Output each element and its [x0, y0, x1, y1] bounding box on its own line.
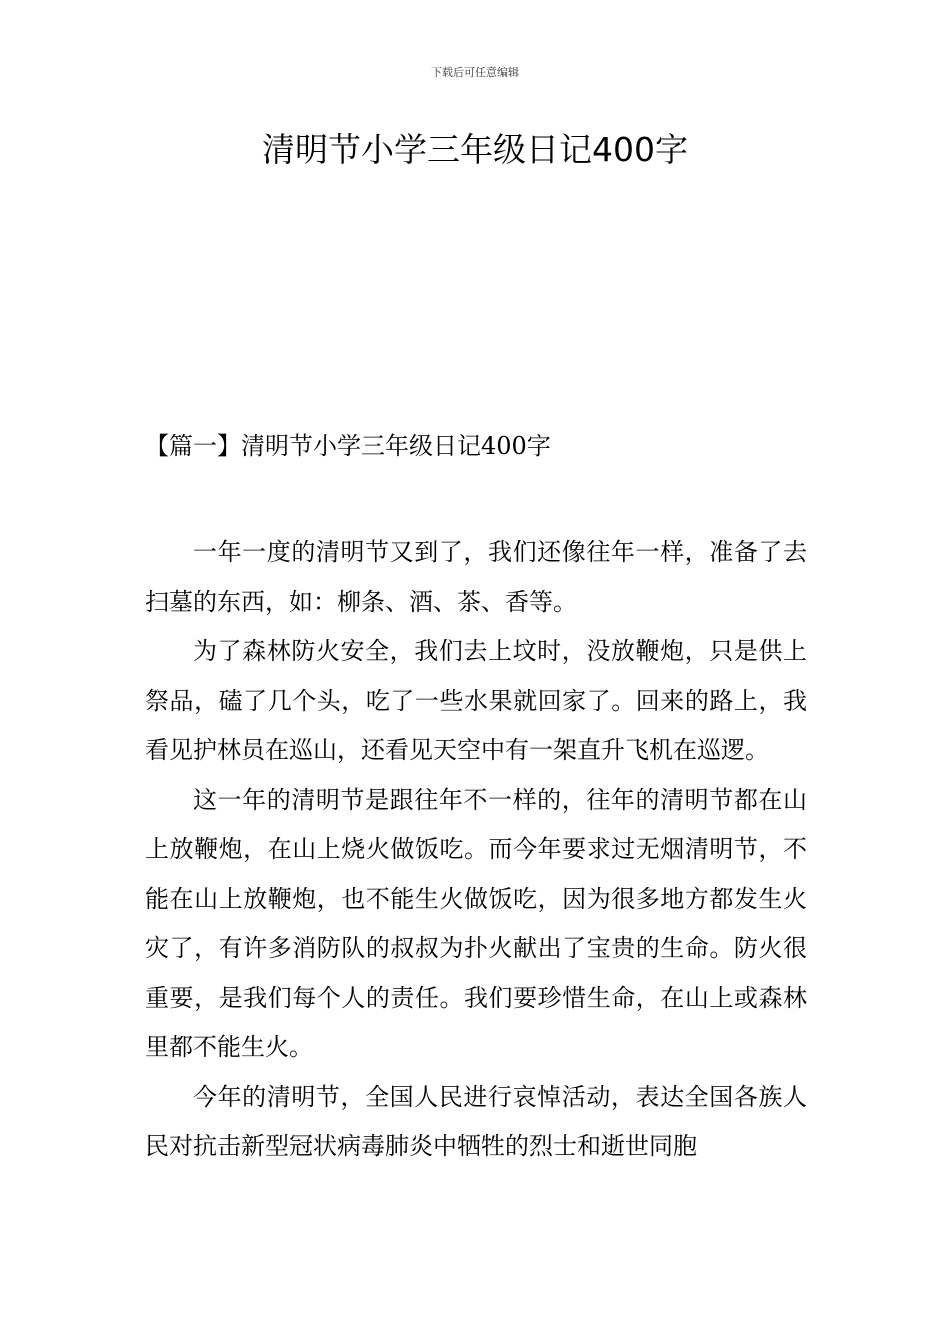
- paragraph-2: 为了森林防火安全，我们去上坟时，没放鞭炮，只是供上祭品，磕了几个头，吃了一些水果就回家了。回来的路上，我看见护林员在巡山，还看见天空中有一架直升飞机在巡逻。: [145, 637, 807, 764]
- document-body: [145, 528, 807, 1172]
- section-heading: 【篇一】清明节小学三年级日记400字: [145, 432, 551, 460]
- paragraph-1: 一年一度的清明节又到了，我们还像往年一样，准备了去扫墓的东西，如：柳条、酒、茶、香等。: [145, 538, 807, 616]
- header-note: 下载后可任意编辑: [431, 66, 519, 79]
- document-title: 清明节小学三年级日记400字: [262, 130, 688, 169]
- paragraph-4: 今年的清明节，全国人民进行哀悼活动，表达全国各族人民对抗击新型冠状病毒肺炎中牺牲的烈士和逝世同胞: [145, 1082, 807, 1160]
- paragraph-3: 这一年的清明节是跟往年不一样的，往年的清明节都在山上放鞭炮，在山上烧火做饭吃。而今年要求过无烟清明节，不能在山上放鞭炮，也不能生火做饭吃，因为很多地方都发生火灾了，有许多消防队的叔叔为扑火献出了宝贵的生命。防火很重要，是我们每个人的责任。我们要珍惜生命，在山上或森林里都不能生火。: [145, 785, 807, 1061]
